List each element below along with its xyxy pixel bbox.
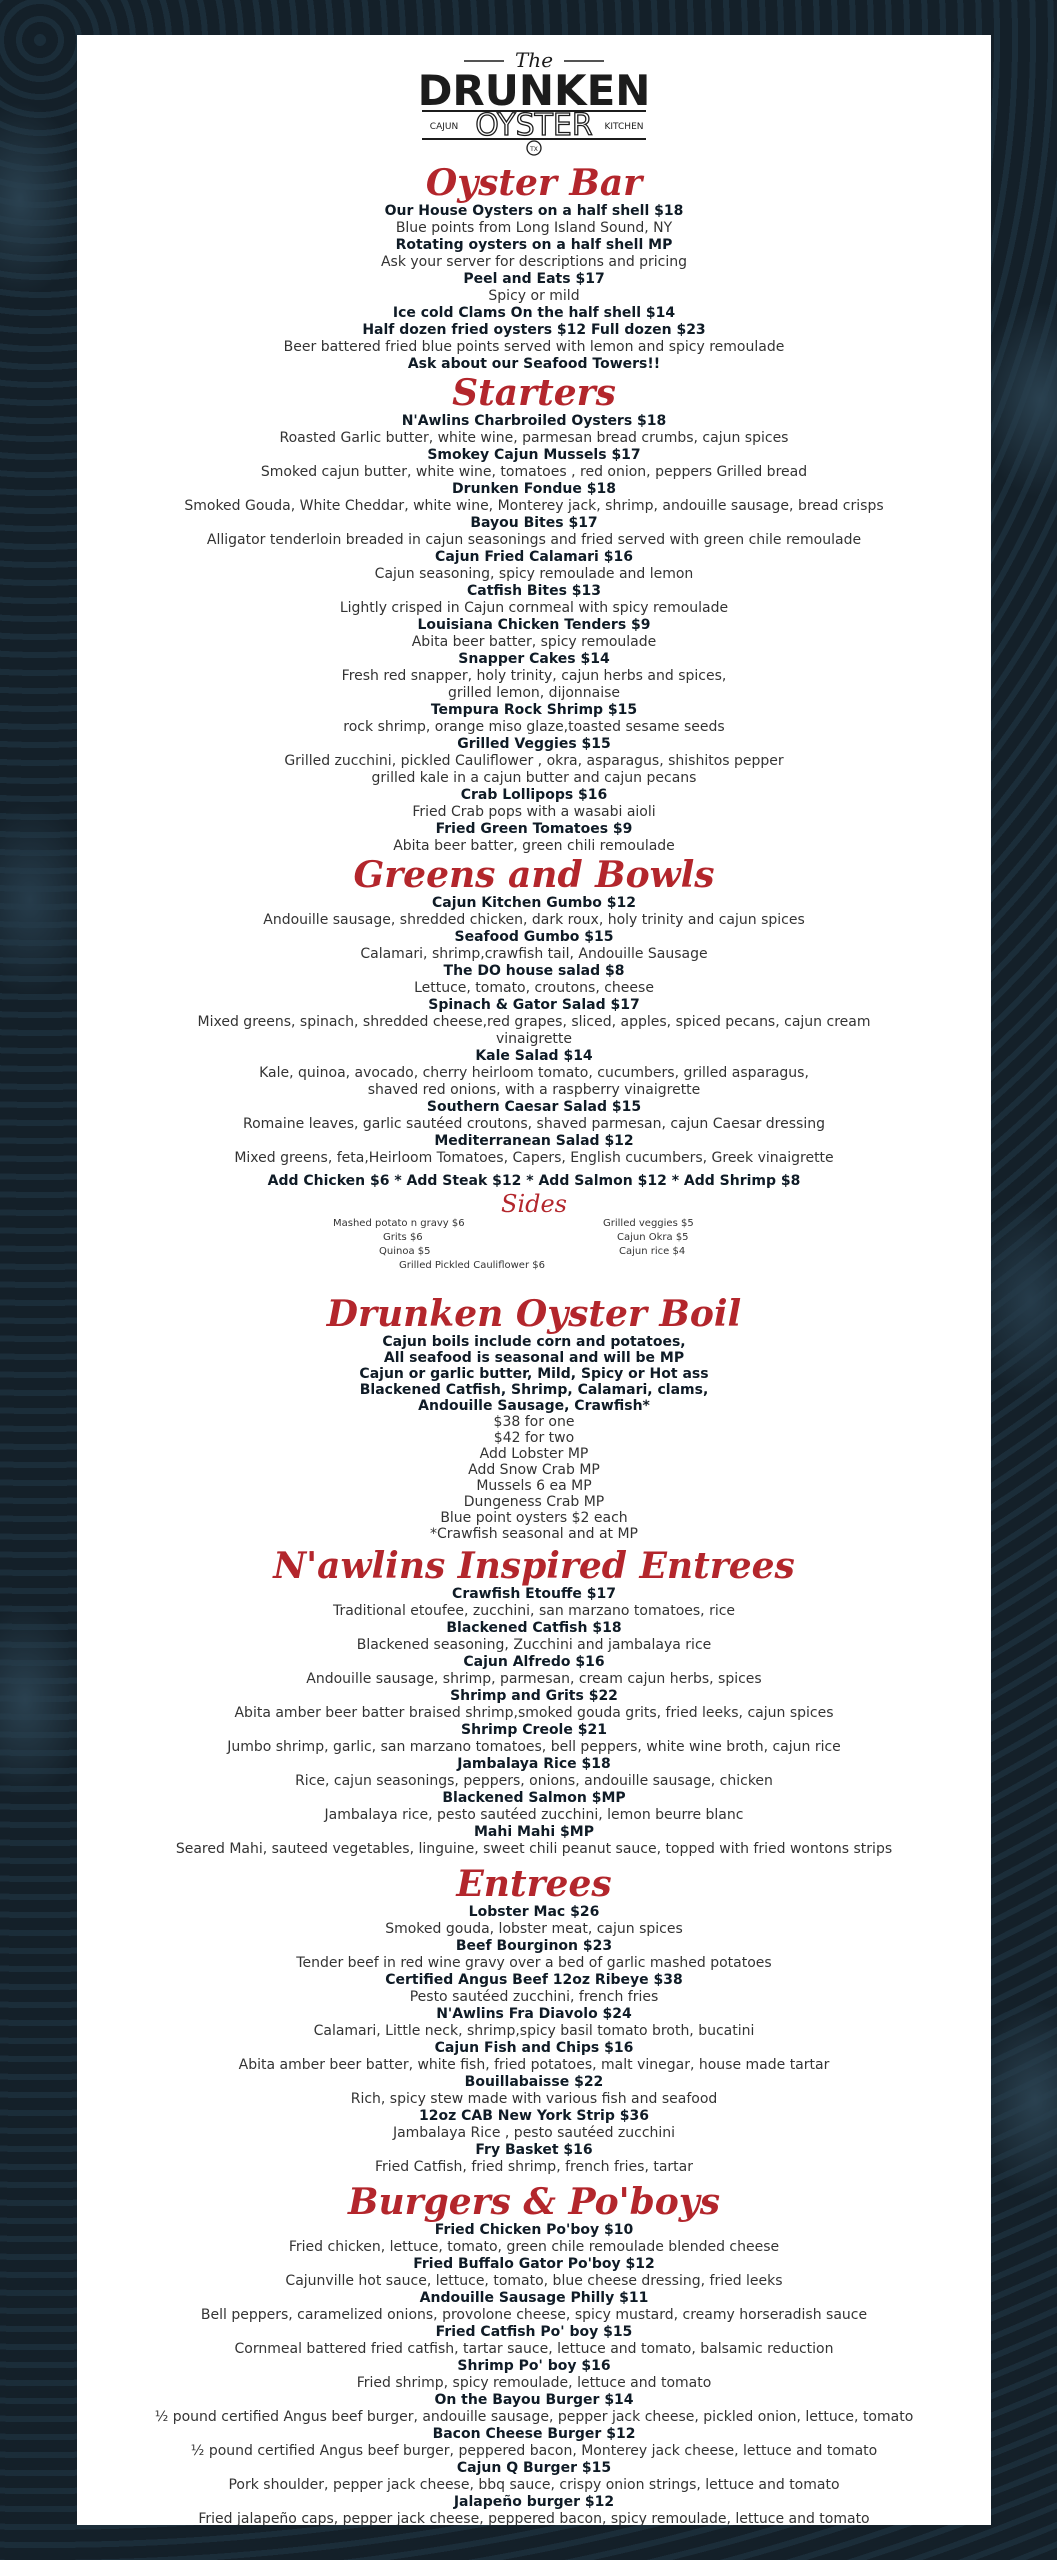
menu-item-description: Jumbo shrimp, garlic, san marzano tomatoes, bell peppers, white wine broth, cajun rice — [227, 1739, 841, 1755]
menu-item-description: shaved red onions, with a raspberry vinaigrette — [367, 1082, 701, 1098]
logo-kitchen: KITCHEN — [604, 122, 644, 132]
menu-item-name: Blackened Catfish $18 — [446, 1620, 622, 1636]
side-item: Grilled Pickled Cauliflower $6 — [399, 1260, 545, 1271]
menu-item-description: Smoked cajun butter, white wine, tomatoes , red onion, peppers Grilled bread — [260, 464, 808, 480]
menu-item-name: Blackened Salmon $MP — [442, 1790, 626, 1806]
menu-item-description: Bell peppers, caramelized onions, provolone cheese, spicy mustard, creamy horseradish sauce — [200, 2307, 868, 2323]
entrees-title: Entrees — [456, 1863, 612, 1905]
menu-item-name: Fry Basket $16 — [475, 2142, 593, 2158]
side-item: Cajun rice $4 — [619, 1246, 686, 1257]
menu-item-name: Shrimp Creole $21 — [461, 1722, 607, 1738]
side-item: Quinoa $5 — [379, 1246, 431, 1257]
menu-item-description: Fried Crab pops with a wasabi aioli — [412, 804, 656, 820]
menu-item-description: grilled kale in a cajun butter and cajun pecans — [371, 770, 697, 786]
menu-item-name: Drunken Fondue $18 — [452, 481, 616, 497]
menu-item-description: Abita amber beer batter braised shrimp,smoked gouda grits, fried leeks, cajun spices — [234, 1705, 834, 1721]
boil-price-line: $38 for one — [493, 1414, 575, 1430]
menu-item-name: Fried Buffalo Gator Po'boy $12 — [413, 2256, 655, 2272]
menu-item-description: Spicy or mild — [488, 288, 580, 304]
menu-item-name: Fried Green Tomatoes $9 — [435, 821, 633, 837]
menu-item-name: Shrimp and Grits $22 — [450, 1688, 618, 1704]
side-item: Mashed potato n gravy $6 — [333, 1218, 465, 1229]
menu-item-name: Cajun Fried Calamari $16 — [435, 549, 633, 565]
starters-items — [77, 413, 991, 855]
starters-title: Starters — [452, 372, 616, 414]
menu-item-name: Louisiana Chicken Tenders $9 — [417, 617, 651, 633]
menu-item-description: Blackened seasoning, Zucchini and jambalaya rice — [356, 1637, 712, 1653]
menu-item-description: Romaine leaves, garlic sautéed croutons, shaved parmesan, cajun Caesar dressing — [243, 1116, 825, 1132]
menu-item-description: Cornmeal battered fried catfish, tartar sauce, lettuce and tomato, balsamic reduction — [234, 2341, 834, 2357]
nawlins-title: N'awlins Inspired Entrees — [273, 1545, 795, 1587]
logo-oyster: OYSTER — [475, 108, 593, 143]
menu-item-name: Kale Salad $14 — [475, 1048, 593, 1064]
menu-item-description: Fried shrimp, spicy remoulade, lettuce and tomato — [356, 2375, 712, 2391]
logo-drunken: DRUNKEN — [417, 66, 651, 115]
menu-item-name: Jalapeño burger $12 — [453, 2494, 615, 2510]
menu-item-description: Smoked Gouda, White Cheddar, white wine, Monterey jack, shrimp, andouille sausage, bread crisps — [184, 498, 884, 514]
menu-item-description: ½ pound certified Angus beef burger, peppered bacon, Monterey jack cheese, lettuce and tomato — [190, 2443, 878, 2459]
menu-item-description: Andouille sausage, shrimp, parmesan, cream cajun herbs, spices — [306, 1671, 762, 1687]
menu-item-description: Abita amber beer batter, white fish, fried potatoes, malt vinegar, house made tartar — [238, 2057, 830, 2073]
menu-item-description: Rich, spicy stew made with various fish and seafood — [350, 2091, 718, 2107]
menu-item-description: vinaigrette — [495, 1031, 573, 1047]
menu-item-description: Abita beer batter, green chili remoulade — [393, 838, 675, 854]
menu-item-name: Mahi Mahi $MP — [474, 1824, 594, 1840]
menu-item-description: Jambalaya Rice , pesto sautéed zucchini — [392, 2125, 676, 2141]
boil-info — [77, 1334, 991, 1414]
menu-item-description: Ask your server for descriptions and pricing — [380, 254, 688, 270]
restaurant-logo — [77, 45, 991, 163]
menu-item-name: Lobster Mac $26 — [468, 1904, 600, 1920]
oyster-bar-title: Oyster Bar — [425, 162, 643, 204]
menu-item-description: Jambalaya rice, pesto sautéed zucchini, lemon beurre blanc — [324, 1807, 744, 1823]
menu-item-name: Andouille Sausage Philly $11 — [419, 2290, 649, 2306]
menu-item-name: N'Awlins Charbroiled Oysters $18 — [401, 413, 667, 429]
nawlins-items — [77, 1586, 991, 1858]
menu-item-name: Southern Caesar Salad $15 — [426, 1099, 642, 1115]
menu-item-name: Mediterranean Salad $12 — [434, 1133, 634, 1149]
menu-item-description: ½ pound certified Angus beef burger, andouille sausage, pepper jack cheese, pickled onion, lettuce, tomato — [154, 2409, 914, 2425]
menu-item-description: Fried chicken, lettuce, tomato, green chile remoulade blended cheese — [288, 2239, 780, 2255]
burgers-items — [77, 2222, 991, 2525]
menu-item-name: Grilled Veggies $15 — [457, 736, 611, 752]
boil-price-line: Add Snow Crab MP — [468, 1462, 600, 1478]
boil-info-line: All seafood is seasonal and will be MP — [383, 1350, 685, 1366]
menu-item-description: Beer battered fried blue points served with lemon and spicy remoulade — [283, 339, 785, 355]
menu-item-description: Fried Catfish, fried shrimp, french fries, tartar — [374, 2159, 694, 2175]
oyster-bar-items — [77, 203, 991, 356]
menu-item-description: Kale, quinoa, avocado, cherry heirloom tomato, cucumbers, grilled asparagus, — [259, 1065, 809, 1081]
menu-item-name: Fried Catfish Po' boy $15 — [435, 2324, 633, 2340]
menu-item-name: Crab Lollipops $16 — [460, 787, 608, 803]
side-item: Grilled veggies $5 — [603, 1218, 694, 1229]
menu-item-description: Abita beer batter, spicy remoulade — [411, 634, 657, 650]
boil-price-line: Blue point oysters $2 each — [440, 1510, 628, 1526]
side-item: Grits $6 — [383, 1232, 423, 1243]
boil-lines — [77, 1414, 991, 1542]
entrees-items — [77, 1904, 991, 2176]
menu-item-name: Seafood Gumbo $15 — [454, 929, 614, 945]
menu-item-name: Bayou Bites $17 — [470, 515, 598, 531]
boil-price-line: Add Lobster MP — [479, 1446, 589, 1462]
side-item: Cajun Okra $5 — [617, 1232, 689, 1243]
menu-item-description: Cajunville hot sauce, lettuce, tomato, blue cheese dressing, fried leeks — [285, 2273, 783, 2289]
menu-item-description: Smoked gouda, lobster meat, cajun spices — [385, 1921, 683, 1937]
addons-note: Add Chicken $6 * Add Steak $12 * Add Salmon $12 * Add Shrimp $8 — [267, 1173, 801, 1189]
menu-item-description: Seared Mahi, sauteed vegetables, linguine, sweet chili peanut sauce, topped with fried wontons strips — [175, 1841, 893, 1857]
menu-item-description: Fresh red snapper, holy trinity, cajun herbs and spices, — [341, 668, 727, 684]
sides-title: Sides — [501, 1190, 567, 1218]
menu-item-description: Lettuce, tomato, croutons, cheese — [414, 980, 654, 996]
menu-item-name: Peel and Eats $17 — [463, 271, 605, 287]
boil-info-line: Blackened Catfish, Shrimp, Calamari, clams, — [359, 1382, 709, 1398]
menu-item-description: rock shrimp, orange miso glaze,toasted sesame seeds — [343, 719, 725, 735]
menu-item-name: Smokey Cajun Mussels $17 — [427, 447, 641, 463]
menu-item-name: Bacon Cheese Burger $12 — [432, 2426, 636, 2442]
menu-item-description: Rice, cajun seasonings, peppers, onions, andouille sausage, chicken — [295, 1773, 773, 1789]
logo-cajun: CAJUN — [429, 122, 459, 132]
menu-item-description: Lightly crisped in Cajun cornmeal with spicy remoulade — [339, 600, 729, 616]
menu-item-name: N'Awlins Fra Diavolo $24 — [436, 2006, 632, 2022]
menu-item-name: Bouillabaisse $22 — [464, 2074, 604, 2090]
menu-item-description: Fried jalapeño caps, pepper jack cheese, peppered bacon, spicy remoulade, lettuce and tomato — [198, 2511, 870, 2525]
logo-graphic — [404, 45, 664, 157]
burgers-title: Burgers & Po'boys — [348, 2181, 720, 2223]
menu-item-description: Alligator tenderloin breaded in cajun seasonings and fried served with green chile remoulade — [206, 532, 862, 548]
menu-item-description: Tender beef in red wine gravy over a bed of garlic mashed potatoes — [296, 1955, 772, 1971]
menu-item-description: Roasted Garlic butter, white wine, parmesan bread crumbs, cajun spices — [279, 430, 789, 446]
menu-item-description: Blue points from Long Island Sound, NY — [395, 220, 673, 236]
menu-item-description: grilled lemon, dijonnaise — [447, 685, 621, 701]
menu-item-name: 12oz CAB New York Strip $36 — [419, 2108, 649, 2124]
boil-info-line: Cajun boils include corn and potatoes, — [382, 1334, 686, 1350]
menu-item-name: Our House Oysters on a half shell $18 — [384, 203, 684, 219]
menu-item-description: Mixed greens, feta,Heirloom Tomatoes, Capers, English cucumbers, Greek vinaigrette — [234, 1150, 834, 1166]
menu-item-name: Ice cold Clams On the half shell $14 — [392, 305, 676, 321]
greens-title: Greens and Bowls — [353, 854, 715, 896]
boil-info-line: Cajun or garlic butter, Mild, Spicy or Hot ass — [359, 1366, 709, 1382]
menu-item-name: Crawfish Etouffe $17 — [452, 1586, 616, 1602]
boil-price-line: Mussels 6 ea MP — [476, 1478, 592, 1494]
menu-item-name: Beef Bourginon $23 — [455, 1938, 613, 1954]
menu-item-name: Spinach & Gator Salad $17 — [428, 997, 640, 1013]
menu-item-name: Cajun Alfredo $16 — [463, 1654, 605, 1670]
logo-est: TX — [530, 146, 538, 153]
menu-item-name: Shrimp Po' boy $16 — [457, 2358, 611, 2374]
menu-item-name: Cajun Q Burger $15 — [456, 2460, 612, 2476]
menu-item-name: Cajun Kitchen Gumbo $12 — [431, 895, 637, 911]
menu-item-description: Cajun seasoning, spicy remoulade and lemon — [374, 566, 694, 582]
boil-price-line: $42 for two — [493, 1430, 575, 1446]
menu-item-description: Pesto sautéed zucchini, french fries — [409, 1989, 659, 2005]
greens-items — [77, 895, 991, 1167]
menu-item-name: Tempura Rock Shrimp $15 — [430, 702, 638, 718]
menu-item-description: Calamari, shrimp,crawfish tail, Andouille Sausage — [360, 946, 708, 962]
seafood-towers-note: Ask about our Seafood Towers!! — [407, 356, 661, 372]
menu-item-description: Mixed greens, spinach, shredded cheese,red grapes, sliced, apples, spiced pecans, cajun cream — [197, 1014, 871, 1030]
menu-item-name: Rotating oysters on a half shell MP — [395, 237, 673, 253]
menu-item-name: The DO house salad $8 — [443, 963, 625, 979]
menu-item-name: Jambalaya Rice $18 — [457, 1756, 611, 1772]
menu-item-name: Cajun Fish and Chips $16 — [434, 2040, 634, 2056]
boil-price-line: Dungeness Crab MP — [463, 1494, 605, 1510]
menu-item-description: Andouille sausage, shredded chicken, dark roux, holy trinity and cajun spices — [263, 912, 805, 928]
boil-title: Drunken Oyster Boil — [326, 1293, 742, 1335]
sides-list — [77, 1218, 991, 1272]
menu-item-description: Calamari, Little neck, shrimp,spicy basil tomato broth, bucatini — [313, 2023, 755, 2039]
boil-price-line: *Crawfish seasonal and at MP — [430, 1526, 638, 1542]
menu-page — [77, 35, 991, 2525]
menu-item-name: Catfish Bites $13 — [466, 583, 602, 599]
menu-item-name: Snapper Cakes $14 — [458, 651, 610, 667]
menu-item-description: Traditional etoufee, zucchini, san marzano tomatoes, rice — [332, 1603, 736, 1619]
menu-item-name: Fried Chicken Po'boy $10 — [434, 2222, 634, 2238]
menu-item-name: Half dozen fried oysters $12 Full dozen $23 — [362, 322, 706, 338]
menu-item-name: On the Bayou Burger $14 — [434, 2392, 634, 2408]
menu-item-description: Grilled zucchini, pickled Cauliflower , okra, asparagus, shishitos pepper — [284, 753, 784, 769]
logo-the: The — [514, 48, 554, 72]
menu-item-name: Certified Angus Beef 12oz Ribeye $38 — [385, 1972, 683, 1988]
menu-item-description: Pork shoulder, pepper jack cheese, bbq sauce, crispy onion strings, lettuce and tomato — [228, 2477, 840, 2493]
boil-info-line: Andouille Sausage, Crawfish* — [418, 1398, 650, 1414]
